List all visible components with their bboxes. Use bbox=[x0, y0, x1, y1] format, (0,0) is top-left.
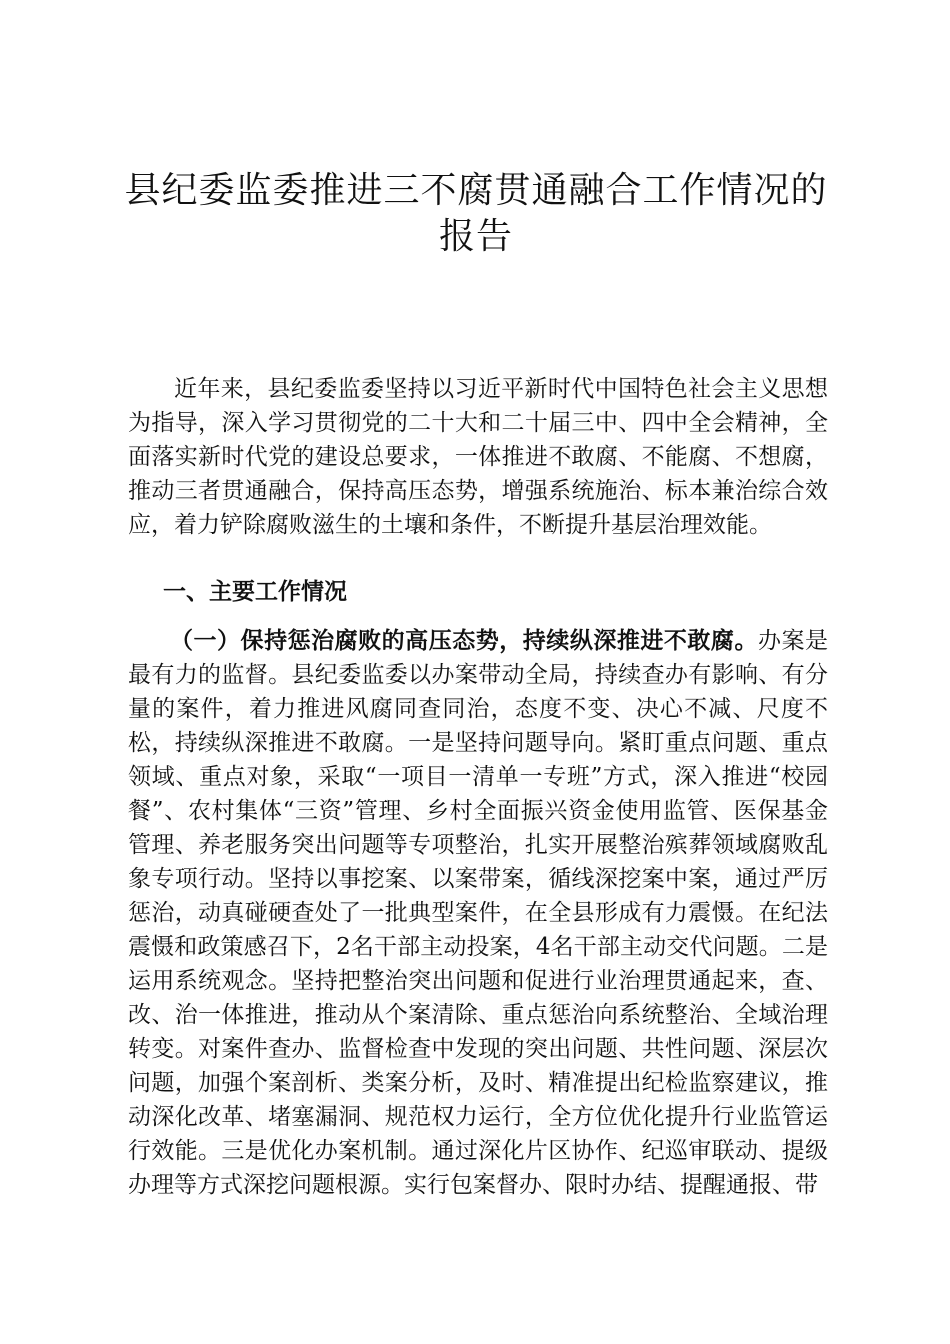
intro-paragraph: 近年来，县纪委监委坚持以习近平新时代中国特色社会主义思想为指导，深入学习贯彻党的二十大和二十届三中、四中全会精神，全面落实新时代党的建设总要求，一体推进不敢腐、不能腐、不想腐，推动三者贯通融合，保持高压态势，增强系统施治、标本兼治综合效应，着力铲除腐败滋生的土壤和条件，不断提升基层治理效能。 bbox=[128, 376, 828, 538]
document-title: 县纪委监委推进三不腐贯通融合工作情况的报告 bbox=[124, 170, 828, 257]
subsection-body: 办案是最有力的监督。县纪委监委以办案带动全局，持续查办有影响、有分量的案件，着力推进风腐同查同治，态度不变、决心不减、尺度不松，持续纵深推进不敢腐。一是坚持问题导向。紧盯重点问题、重点领域、重点对象，采取“一项目一清单一专班”方式，深入推进“校园餐”、农村集体“三资”管理、乡村全面振兴资金使用监管、医保基金管理、养老服务突出问题等专项整治，扎实开展整治殡葬领域腐败乱象专项行动。坚持以事挖案、以案带案，循线深挖案中案，通过严厉惩治，动真碰硬查处了一批典型案件，在全县形成有力震慑。在纪法震慑和政策感召下，2名干部主动投案，4名干部主动交代问题。二是运用系统观念。坚持把整治突出问题和促进行业治理贯通起来，查、改、治一体推进，推动从个案清除、重点惩治向系统整治、全域治理转变。对案件查办、监督检查中发现的突出问题、共性问题、深层次问题，加强个案剖析、类案分析，及时、精准提出纪检监察建议，推动深化改革、堵塞漏洞、规范权力运行，全方位优化提升行业监管运行效能。三是优化办案机制。通过深化片区协作、纪巡审联动、提级办理等方式深挖问题根源。实行包案督办、限时办结、提醒通报、带 bbox=[128, 628, 829, 1198]
section-heading: 一、主要工作情况 bbox=[163, 578, 347, 605]
subsection-heading: （一）保持惩治腐败的高压态势，持续纵深推进不敢腐。 bbox=[170, 627, 758, 654]
subsection-paragraph bbox=[128, 624, 828, 1202]
